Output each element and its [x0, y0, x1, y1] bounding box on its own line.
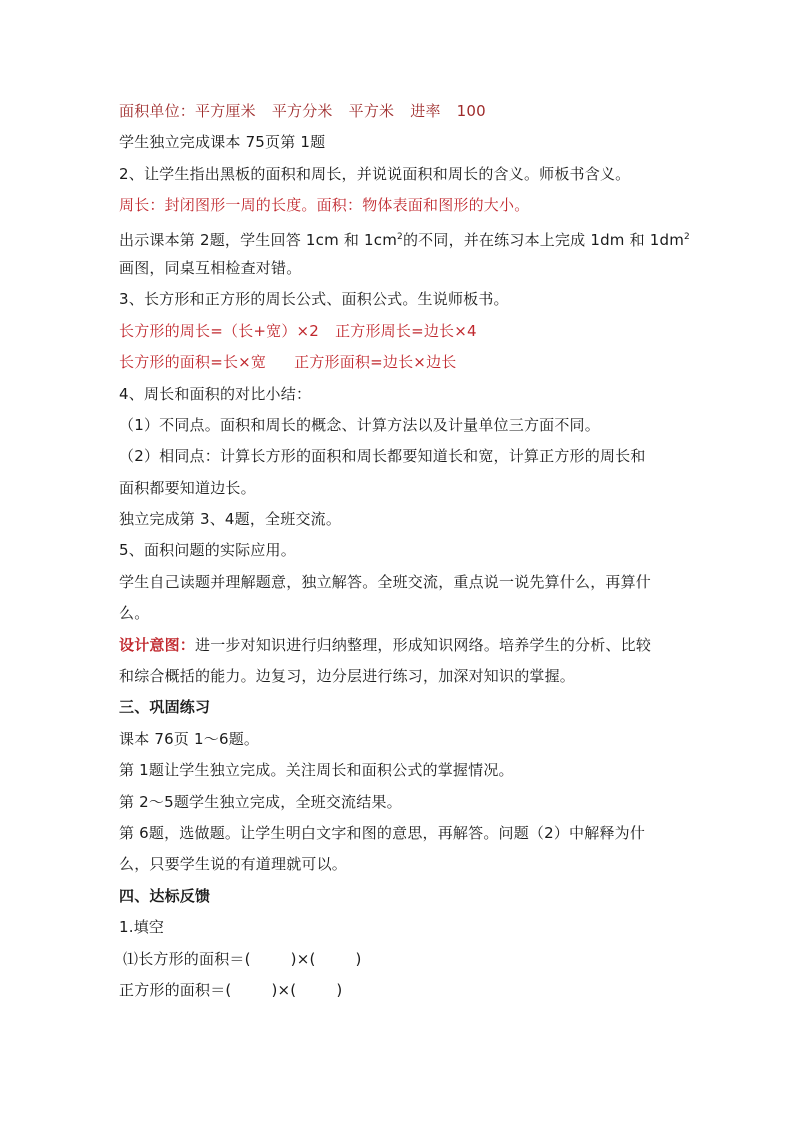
- text-line: 面积都要知道边长。: [119, 478, 256, 497]
- text-line: 么，只要学生说的有道理就可以。: [119, 855, 348, 874]
- section-heading: 三、巩固练习: [119, 698, 211, 717]
- conversion-rate-label: 进率: [410, 102, 441, 120]
- fill-blank-text: 正方形的面积＝(: [119, 980, 232, 999]
- text-line: 学生自己读题并理解题意，独立解答。全班交流，重点说一说先算什么，再算什: [119, 572, 652, 591]
- fill-blank-text: ): [355, 949, 362, 968]
- area-formula-line: [119, 347, 679, 378]
- unit-square-cm: 平方厘米: [195, 102, 256, 120]
- text-segment: 的不同，并在练习本上完成 1dm 和 1dm: [402, 230, 685, 249]
- definition-line: 周长：封闭图形一周的长度。面积：物体表面和图形的大小。: [119, 196, 530, 215]
- text-line: （2）相同点：计算长方形的面积和周长都要知道长和宽，计算正方形的周长和: [119, 447, 646, 466]
- text-line: 1.填空: [119, 918, 165, 937]
- text-segment: 出示课本第 2题，学生回答 1cm 和 1cm: [119, 230, 398, 249]
- fill-blank-line: [119, 975, 679, 1006]
- text-line: 独立完成第 3、4题，全班交流。: [119, 510, 342, 529]
- area-units-line: [119, 96, 679, 127]
- text-line: 课本 76页 1～6题。: [119, 729, 260, 748]
- square-perimeter-formula: 正方形周长=边长×4: [335, 321, 477, 340]
- text-line: 第 6题，选做题。让学生明白文字和图的意思，再解答。问题（2）中解释为什: [119, 823, 646, 842]
- text-line: 么。: [119, 604, 150, 623]
- unit-square-dm: 平方分米: [271, 102, 333, 120]
- fill-blank-text: )×(: [290, 949, 316, 968]
- text-line: 画图，同桌互相检查对错。: [119, 258, 302, 277]
- text-line: 4、周长和面积的对比小结：: [119, 384, 312, 403]
- text-line: 学生独立完成课本 75页第 1题: [119, 133, 326, 152]
- document-page: [119, 96, 690, 1006]
- text-line: [119, 222, 690, 253]
- text-line: 和综合概括的能力。边复习，边分层进行练习，加深对知识的掌握。: [119, 667, 576, 686]
- design-intent-line: [119, 630, 679, 661]
- design-intent-label: 设计意图：: [119, 635, 196, 654]
- square-area-formula: 正方形面积=边长×边长: [294, 353, 457, 372]
- area-units-label: 面积单位：: [119, 102, 196, 120]
- text-line: 第 2～5题学生独立完成，全班交流结果。: [119, 792, 402, 811]
- design-intent-text: 进一步对知识进行归纳整理，形成知识网络。培养学生的分析、比较: [195, 635, 652, 654]
- fill-blank-text: ⑴长方形的面积＝(: [123, 949, 251, 968]
- superscript: 2: [397, 231, 403, 242]
- fill-blank-text: )×(: [271, 980, 297, 999]
- section-heading: 四、达标反馈: [119, 886, 211, 905]
- perimeter-formula-line: [119, 316, 679, 347]
- superscript: 2: [684, 231, 690, 242]
- rectangle-perimeter-formula: 长方形的周长=（长+宽）×2: [119, 321, 320, 340]
- text-line: 5、面积问题的实际应用。: [119, 541, 296, 560]
- text-line: （1）不同点。面积和周长的概念、计算方法以及计量单位三方面不同。: [119, 415, 600, 434]
- text-line: 第 1题让学生独立完成。关注周长和面积公式的掌握情况。: [119, 761, 514, 780]
- text-line: 3、长方形和正方形的周长公式、面积公式。生说师板书。: [119, 290, 509, 309]
- text-line: 2、让学生指出黑板的面积和周长，并说说面积和周长的含义。师板书含义。: [119, 164, 631, 183]
- unit-square-m: 平方米: [348, 102, 395, 120]
- rectangle-area-formula: 长方形的面积=长×宽: [119, 353, 267, 372]
- fill-blank-text: ): [336, 980, 343, 999]
- fill-blank-line: [119, 944, 679, 975]
- conversion-rate-value: 100: [456, 102, 486, 120]
